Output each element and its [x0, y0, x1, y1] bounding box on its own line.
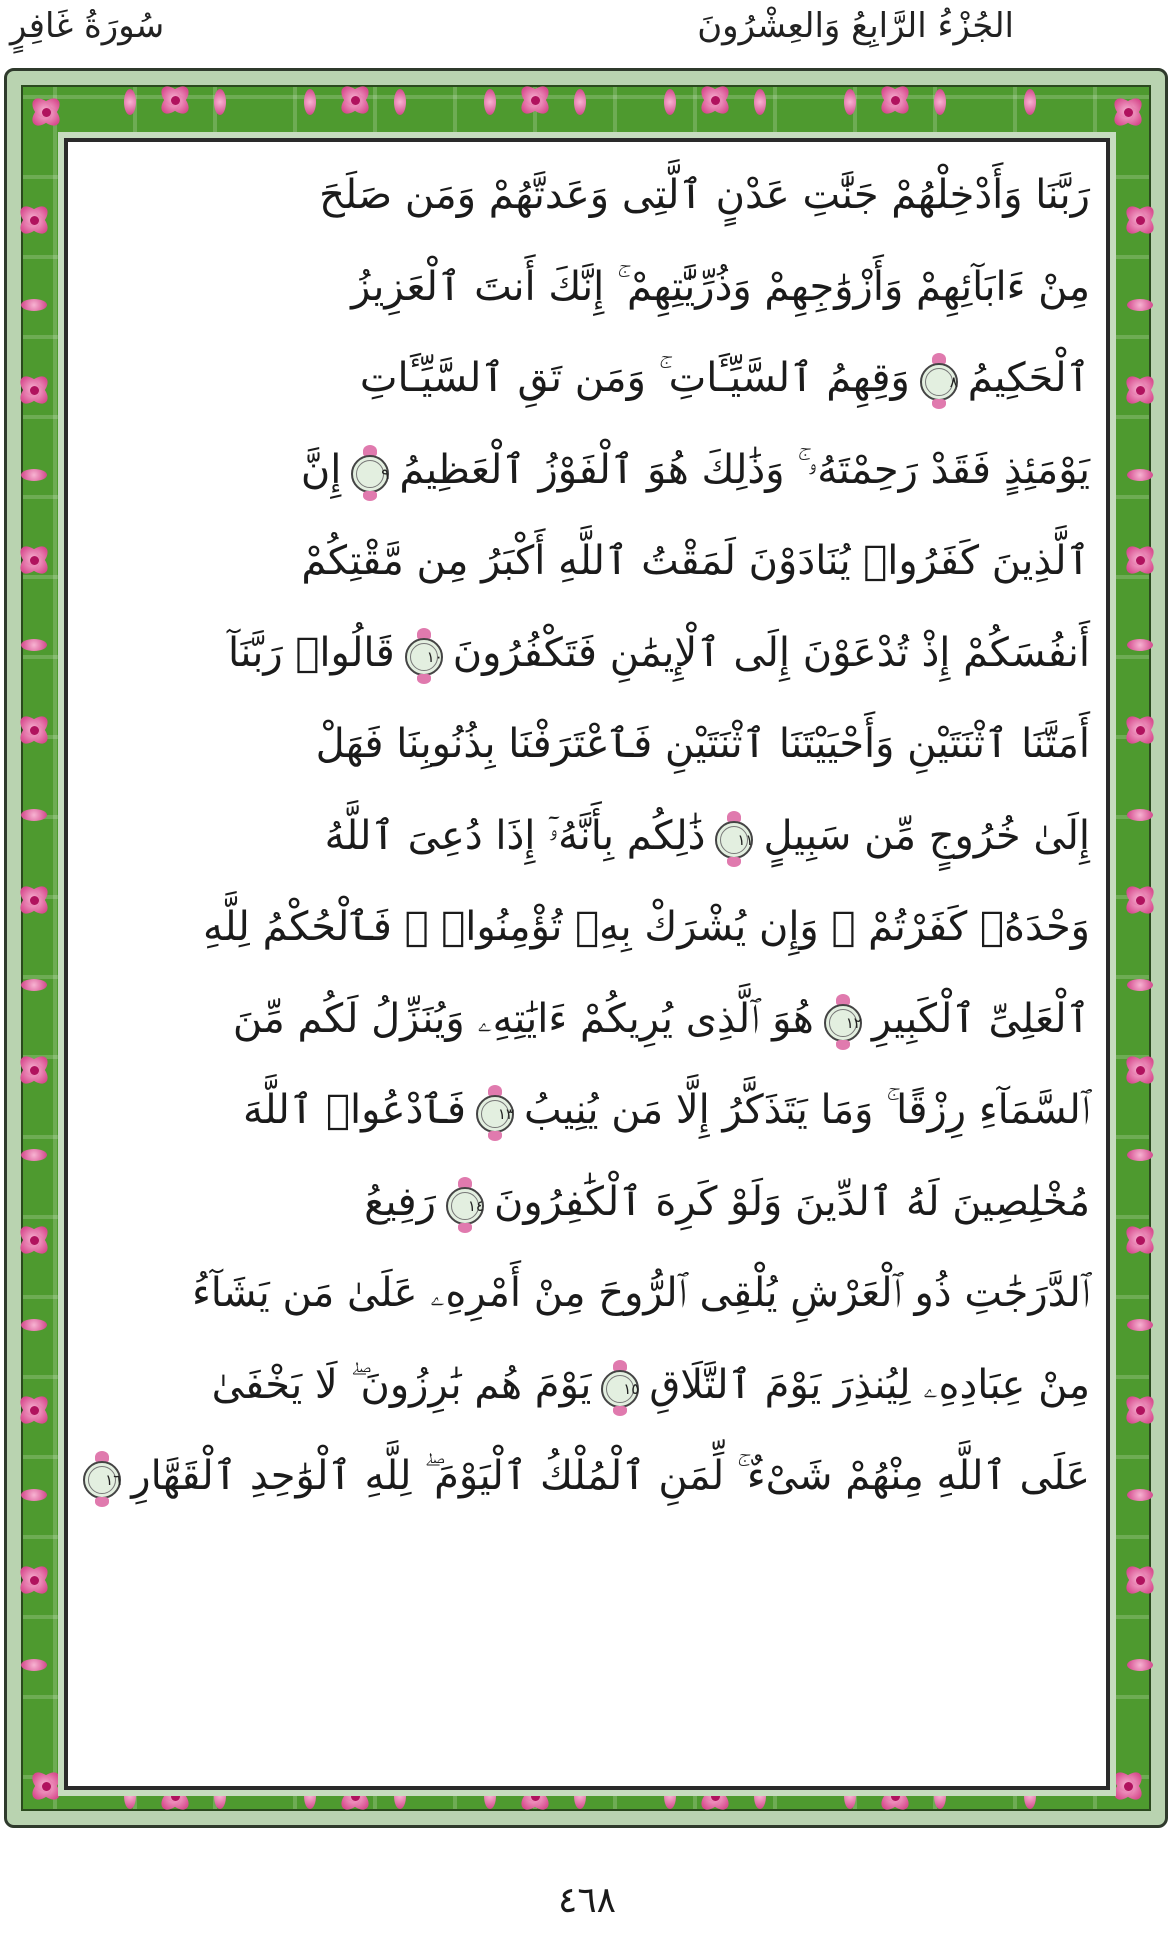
verse-text: إِنَّ [300, 446, 342, 493]
verse-text: وَقِهِمُ ٱلسَّيِّـَٔاتِ ۚ وَمَن تَقِ ٱلسَّيِّـَٔاتِ [359, 355, 910, 401]
verse-text: ٱلَّذِينَ كَفَرُوا۟ يُنَادَوْنَ لَمَقْتُ ٱللَّهِ أَكْبَرُ مِن مَّقْتِكُمْ [301, 538, 1090, 584]
text-line-1 [80, 150, 1094, 242]
ayah-number: ١٦ [105, 1471, 122, 1489]
ayah-marker-14 [446, 1179, 484, 1229]
bud-ornament-icon [21, 1489, 47, 1501]
text-line-11 [80, 1065, 1094, 1157]
flower-ornament-icon [1123, 713, 1157, 747]
marker-flower-icon [613, 1406, 627, 1416]
flower-ornament-icon [1123, 543, 1157, 577]
bud-ornament-icon [1127, 469, 1153, 481]
ayah-marker-15 [601, 1362, 639, 1412]
text-line-7 [80, 699, 1094, 791]
flower-ornament-icon [1123, 373, 1157, 407]
bud-ornament-icon [1127, 979, 1153, 991]
marker-flower-icon [95, 1497, 109, 1507]
flower-ornament-icon [1123, 1563, 1157, 1597]
flower-ornament-icon [17, 373, 51, 407]
flower-ornament-icon [17, 1053, 51, 1087]
verse-text: أَمَتَّنَا ٱثْنَتَيْنِ وَأَحْيَيْتَنَا ٱثْنَتَيْنِ فَٱعْتَرَفْنَا بِذُنُوبِنَا فَهَلْ [315, 721, 1090, 767]
verse-text: ٱلْحَكِيمُ [967, 355, 1090, 401]
bud-ornament-icon [1127, 1659, 1153, 1671]
ayah-marker-8 [920, 355, 958, 405]
bud-ornament-icon [21, 1149, 47, 1161]
marker-flower-icon [932, 399, 946, 409]
ayah-number: ١٠ [426, 647, 443, 666]
text-line-8 [80, 791, 1094, 883]
flower-ornament-icon [17, 883, 51, 917]
flower-ornament-icon [1111, 95, 1145, 129]
bud-ornament-icon [21, 1659, 47, 1671]
text-line-10 [80, 974, 1094, 1066]
verse-text: يَوْمَ هُم بَٰرِزُونَ ۖ لَا يَخْفَىٰ [211, 1361, 592, 1408]
page-number: ٤٦٨ [557, 1880, 616, 1921]
ayah-number: ٨ [949, 373, 958, 391]
bud-ornament-icon [21, 809, 47, 821]
bud-ornament-icon [1127, 1489, 1153, 1501]
ayah-marker-13 [476, 1087, 514, 1137]
flower-ornament-icon [1123, 1053, 1157, 1087]
verse-text: أَنفُسَكُمْ إِذْ تُدْعَوْنَ إِلَى ٱلْإِيمَٰنِ فَتَكْفُرُونَ [452, 629, 1090, 676]
bud-ornament-icon [21, 979, 47, 991]
flower-ornament-icon [1111, 1769, 1145, 1803]
bud-ornament-icon [304, 89, 316, 115]
marker-flower-icon [458, 1223, 472, 1233]
marker-flower-icon [727, 857, 741, 867]
quran-text [80, 150, 1094, 1523]
flower-ornament-icon [17, 203, 51, 237]
bud-ornament-icon [1024, 89, 1036, 115]
verse-text: عَلَى ٱللَّهِ مِنْهُمْ شَىْءٌ ۚ لِّمَنِ ٱلْمُلْكُ ٱلْيَوْمَ ۖ لِلَّهِ ٱلْوَٰحِدِ ٱلْقَهَّارِ [131, 1453, 1090, 1499]
bud-ornament-icon [1127, 809, 1153, 821]
flower-ornament-icon [698, 83, 732, 117]
flower-ornament-icon [17, 713, 51, 747]
text-line-9 [80, 882, 1094, 974]
verse-text: مُخْلِصِينَ لَهُ ٱلدِّينَ وَلَوْ كَرِهَ ٱلْكَٰفِرُونَ [493, 1178, 1090, 1225]
verse-text: رَبَّنَا وَأَدْخِلْهُمْ جَنَّٰتِ عَدْنٍ ٱلَّتِى وَعَدتَّهُمْ وَمَن صَلَحَ [319, 172, 1090, 218]
bud-ornament-icon [754, 89, 766, 115]
ayah-marker-12 [824, 996, 862, 1046]
verse-text: مِنْ عِبَادِهِۦ لِيُنذِرَ يَوْمَ ٱلتَّلَاقِ [649, 1361, 1090, 1408]
bud-ornament-icon [844, 89, 856, 115]
text-line-3 [80, 333, 1094, 425]
bud-ornament-icon [664, 89, 676, 115]
bud-ornament-icon [394, 89, 406, 115]
flower-ornament-icon [338, 83, 372, 117]
ayah-number: ١٢ [845, 1013, 862, 1032]
verse-text: فَٱدْعُوا۟ ٱللَّهَ [242, 1087, 467, 1133]
verse-text: ٱلسَّمَآءِ رِزْقًا ۚ وَمَا يَتَذَكَّرُ إِلَّا مَن يُنِيبُ [524, 1087, 1090, 1133]
bud-ornament-icon [484, 89, 496, 115]
text-line-12 [80, 1157, 1094, 1249]
page-header [0, 0, 1174, 70]
flower-ornament-icon [1123, 1223, 1157, 1257]
flower-ornament-icon [17, 1223, 51, 1257]
text-line-2 [80, 242, 1094, 334]
flower-ornament-icon [17, 1563, 51, 1597]
ayah-number: ١٣ [497, 1105, 515, 1123]
ayah-marker-11 [715, 813, 753, 863]
bud-ornament-icon [1127, 639, 1153, 651]
ayah-number: ٩ [381, 464, 390, 483]
juz-title: الجُزْءُ الرَّابِعُ وَالعِشْرُونَ [697, 6, 1014, 46]
verse-text: ٱلدَّرَجَٰتِ ذُو ٱلْعَرْشِ يُلْقِى ٱلرُّوحَ مِنْ أَمْرِهِۦ عَلَىٰ مَن يَشَآءُ [191, 1270, 1090, 1316]
ayah-marker-10 [405, 630, 443, 680]
ayah-number: ١١ [737, 830, 754, 849]
flower-ornament-icon [518, 83, 552, 117]
bud-ornament-icon [1127, 1319, 1153, 1331]
bud-ornament-icon [1127, 1149, 1153, 1161]
text-line-14 [80, 1340, 1094, 1432]
verse-text: رَفِيعُ [364, 1178, 436, 1225]
flower-ornament-icon [17, 1393, 51, 1427]
text-line-15 [80, 1431, 1094, 1523]
verse-text: هُوَ ٱلَّذِى يُرِيكُمْ ءَايَٰتِهِۦ وَيُنَزِّلُ لَكُم مِّنَ [232, 995, 814, 1042]
surah-title: سُورَةُ غَافِرٍ [10, 6, 165, 46]
verse-text: يَوْمَئِذٍ فَقَدْ رَحِمْتَهُۥ ۚ وَذَٰلِكَ هُوَ ٱلْفَوْزُ ٱلْعَظِيمُ [399, 446, 1090, 493]
bud-ornament-icon [214, 89, 226, 115]
ayah-marker-16 [83, 1453, 121, 1503]
bud-ornament-icon [21, 299, 47, 311]
verse-text: ٱلْعَلِىِّ ٱلْكَبِيرِ [871, 995, 1090, 1042]
flower-ornament-icon [17, 543, 51, 577]
bud-ornament-icon [124, 89, 136, 115]
bud-ornament-icon [21, 469, 47, 481]
bud-ornament-icon [574, 89, 586, 115]
bud-ornament-icon [1127, 299, 1153, 311]
text-line-4 [80, 425, 1094, 517]
ayah-number: ١٥ [623, 1379, 640, 1398]
verse-text: مِنْ ءَابَآئِهِمْ وَأَزْوَٰجِهِمْ وَذُرِّيَّٰتِهِمْ ۚ إِنَّكَ أَنتَ ٱلْعَزِيزُ [351, 263, 1090, 310]
flower-ornament-icon [1123, 203, 1157, 237]
verse-text: قَالُوا۟ رَبَّنَآ [228, 629, 395, 676]
marker-flower-icon [488, 1131, 502, 1141]
marker-flower-icon [836, 1040, 850, 1050]
verse-text: ذَٰلِكُم بِأَنَّهُۥٓ إِذَا دُعِىَ ٱللَّهُ [324, 812, 706, 859]
flower-ornament-icon [1123, 1393, 1157, 1427]
marker-flower-icon [363, 491, 377, 501]
ayah-number: ١٤ [467, 1196, 484, 1215]
verse-text: إِلَىٰ خُرُوجٍ مِّن سَبِيلٍ [763, 812, 1090, 859]
verse-text: وَحْدَهُۥ كَفَرْتُمْ ۖ وَإِن يُشْرَكْ بِهِۦ تُؤْمِنُوا۟ ۚ فَٱلْحُكْمُ لِلَّهِ [202, 904, 1090, 950]
text-line-5 [80, 516, 1094, 608]
flower-ornament-icon [29, 95, 63, 129]
flower-ornament-icon [158, 83, 192, 117]
bud-ornament-icon [21, 1319, 47, 1331]
flower-ornament-icon [1123, 883, 1157, 917]
text-line-6 [80, 608, 1094, 700]
flower-ornament-icon [878, 83, 912, 117]
bud-ornament-icon [21, 639, 47, 651]
text-line-13 [80, 1248, 1094, 1340]
ayah-marker-9 [351, 447, 389, 497]
marker-flower-icon [417, 674, 431, 684]
bud-ornament-icon [934, 89, 946, 115]
